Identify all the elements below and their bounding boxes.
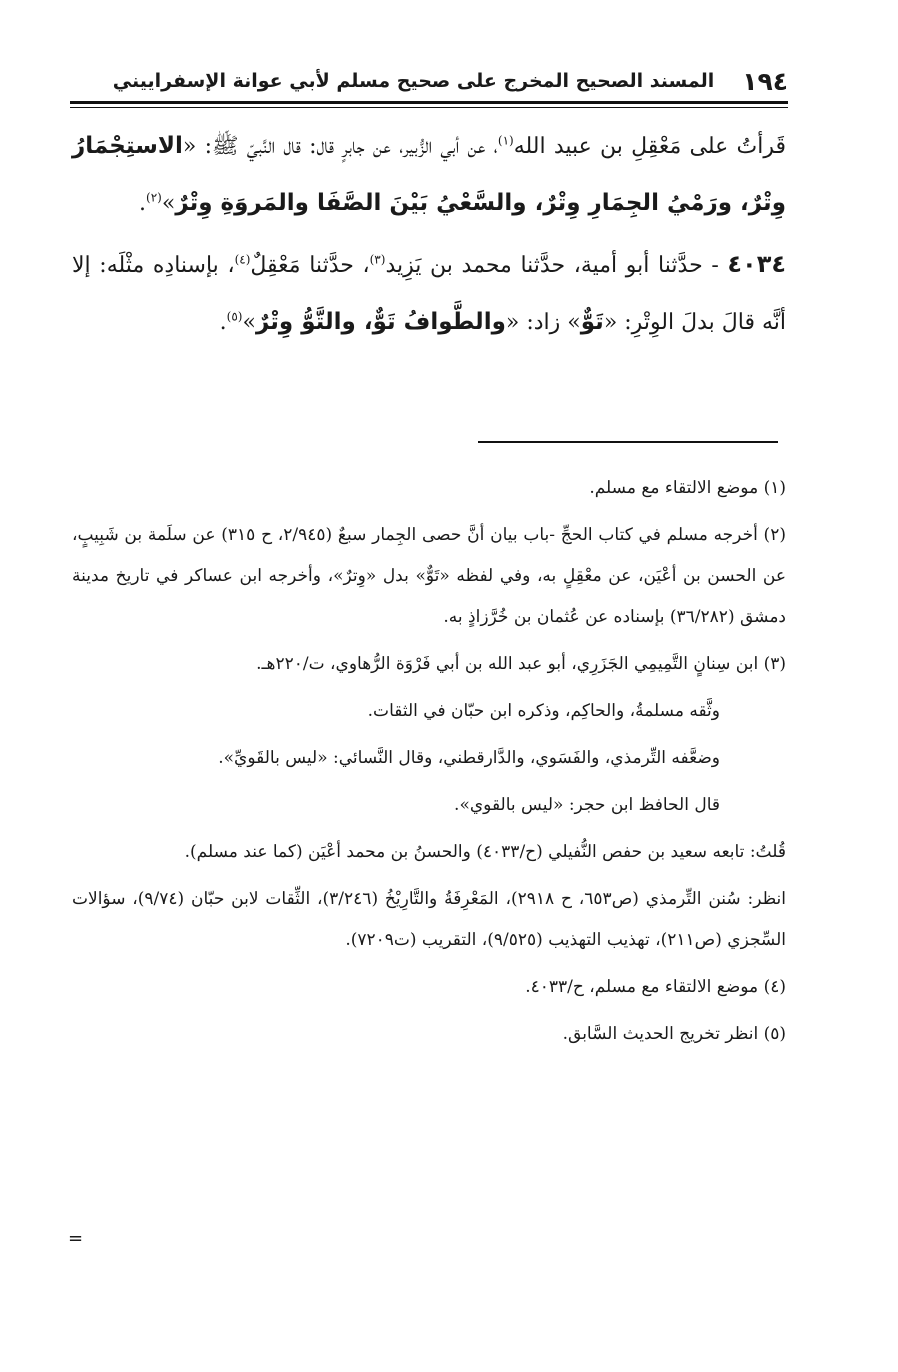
main-text (72, 118, 786, 355)
footnote-3-line: قال الحافظ ابن حجر: «ليس بالقوي». (454, 795, 720, 815)
footnote-3-line: انظر: سُنن التِّرمذي (ص٦٥٣، ح ٢٩١٨)، المَعْرِفَةُ والتَّارِيْخُ (٣/٢٤٦)، الثِّقات لابن حبّان (٩/٧٤)، سؤالات السِّجزي (ص٢١١)، تهذيب التهذيب (٩/٥٢٥)، التقريب (ت٧٢٠٩). (72, 889, 786, 950)
footnote-3: (٣) ابن سِنانٍ التَّمِيمِي الجَزَرِي، أبو عبد الله بن أبي فَرْوَة الرُّهاوي، ت/٢٢٠هـ. (256, 654, 786, 674)
footnote-ref: (١) (497, 133, 514, 148)
text-span: قَرأتُ على مَعْقِلِ بن عبيد الله (513, 134, 786, 159)
footnote-5: (٥) انظر تخريج الحديث السَّابق. (562, 1024, 786, 1044)
text-span: ، بإسنادِه مثْلَه: إلا أنَّه قالَ بدلَ الوِتْرِ: « (72, 253, 786, 335)
footnotes (72, 468, 786, 1061)
hadith-paragraph (72, 118, 786, 232)
footnote-2: (٢) أخرجه مسلم في كتاب الحجِّ -باب بيان أنَّ حصى الجِمار سبعٌ (٢/٩٤٥، ح ٣١٥) عن سلَمة بن شَبِيبٍ، عن الحسن بن أعْيَن، عن معْقِلٍ به، وفي لفظه «تَوٌّ» بدل «وِترٌ»، وأخرجه ابن عساكر في تاريخ مدينة دمشق (٣٦/٢٨٢) بإسناده عن عُثمان بن خُرَّزاذٍ به. (72, 525, 786, 627)
text-span: » زاد: « (505, 310, 581, 335)
page-number: ١٩٤ (742, 66, 788, 96)
footnote-3-line: وضعَّفه التِّرمذي، والفَسَوي، والدَّارقطني، وقال النَّسائي: «ليس بالقَويِّ». (218, 748, 720, 768)
hadith-text-bold: الاستِجْمَارُ وِتْرٌ، ورَمْيُ الجِمَارِ وِتْرٌ، والسَّعْيُ بَيْنَ الصَّفَا والمَروَةِ وِتْرٌ (72, 133, 786, 216)
hadith-paragraph (72, 236, 786, 351)
footnote-ref: (٤) (234, 252, 251, 267)
running-title: المسند الصحيح المخرج على صحيح مسلم لأبي عوانة الإسفراييني (112, 70, 715, 92)
text-span: - حدَّثنا أبو أمية، حدَّثنا محمد بن يَزِيد (385, 253, 728, 278)
text-span: » (161, 191, 176, 216)
footnote-separator (478, 441, 778, 443)
footnote-3-line: وثَّقه مسلمةُ، والحاكِم، وذكره ابن حبّان في الثقات. (367, 701, 720, 721)
footnote-3-line: قُلتُ: تابعه سعيد بن حفص النُّفيلي (ح/٤٠٣٣) والحسنُ بن محمد أعْيَن (كما عند مسلم). (184, 842, 786, 862)
text-span: ، حدَّثنا مَعْقِلٌ (250, 253, 370, 278)
hadith-text-bold: والطَّوافُ تَوٌّ، والتَّوُّ وِتْرٌ (255, 309, 506, 335)
footnote-ref: (٣) (369, 252, 386, 267)
text-span: . (139, 191, 147, 216)
text-span: ، عن أبي الزُّبير، عن جابرٍ قال: قال النَّبيّ ﷺ: « (182, 134, 498, 159)
footnote-ref: (٢) (146, 190, 162, 205)
footnote-1: (١) موضع الالتقاء مع مسلم. (589, 478, 786, 498)
hadith-text-bold: تَوٌّ (580, 309, 604, 335)
hadith-number: ٤٠٣٤ (727, 250, 786, 278)
footnote-4: (٤) موضع الالتقاء مع مسلم، ح/٤٠٣٣. (525, 977, 786, 997)
continuation-mark: = (68, 1228, 84, 1249)
footnote-ref: (٥) (226, 309, 243, 324)
text-span: » (242, 310, 256, 335)
text-span: . (219, 310, 227, 335)
header-rule (70, 101, 788, 104)
header-rule-thin (70, 107, 788, 108)
page-header (70, 62, 788, 100)
